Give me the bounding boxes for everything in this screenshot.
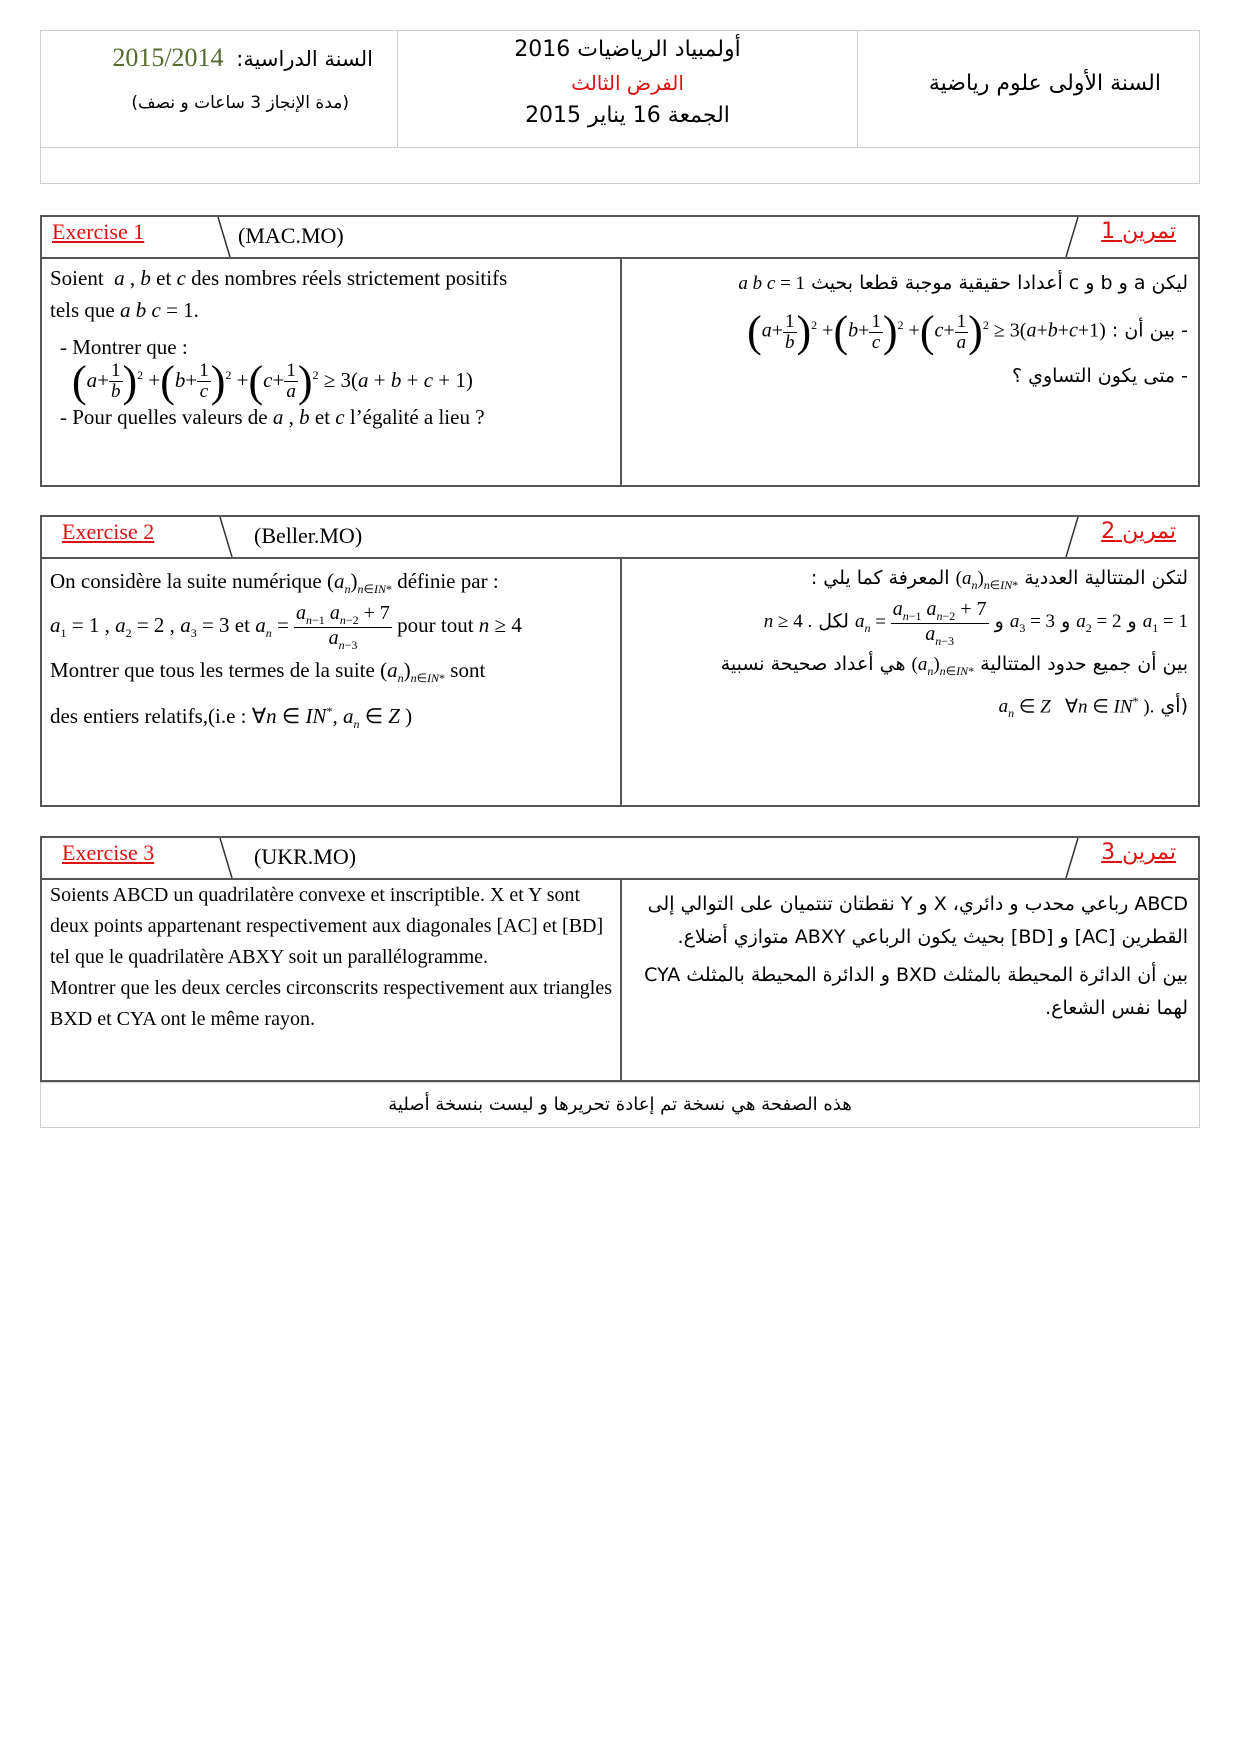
exercise-1-fr-tab: Exercise 1	[52, 219, 145, 244]
class-name: السنة الأولى علوم رياضية	[928, 71, 1161, 96]
exercise-3-fr-text1: Soients ABCD un quadrilatère convexe et inscriptible. X et Y sont deux points appartenant respectivement aux diagonales [AC] et [BD] tel que le quadrilatère ABXY soit un parallélogramme.	[50, 884, 604, 968]
exercise-3	[40, 836, 1200, 1082]
exercise-2-french	[42, 557, 622, 805]
exercise-1-arabic	[622, 257, 1198, 485]
exercise-2-ar-line2: $a_1 = 1$ و $a_2 = 2$ و $a_3 = 3$ و $a_n$ = $\frac{a_{n-1} a_{n-2} + 7}{a_{n-3}}$ لكل n ≥ 4 .	[763, 597, 1188, 648]
exercise-1	[40, 215, 1200, 487]
exercise-2-fr-line2: $a_1 = 1$ , $a_2 = 2$ , $a_3 = 3$ et $a_n$ = $\frac{a_{n-1} a_{n-2} + 7}{a_{n-3}}$ pour tout n ≥ 4	[50, 602, 522, 652]
exercise-2-fr-line3: Montrer que tous les termes de la suite $(a_n)_{n\in IN*}$ sont	[50, 657, 486, 685]
header-table	[40, 30, 1200, 184]
exercise-2-title-bar	[42, 517, 1198, 559]
exercise-2-fr-line4: des entiers relatifs,(i.e : ∀n ∈ IN*, $a_n$ ∈ Z )	[50, 703, 413, 732]
exercise-3-ar-tab: تمرين 3	[1101, 840, 1176, 865]
exercise-2-ar-line1: لتكن المتتالية العددية $(a_n)_{n\in IN*}$ المعرفة كما يلي :	[810, 567, 1188, 592]
exercise-3-source: (UKR.MO)	[254, 844, 357, 869]
exercise-1-fr-task2: - Pour quelles valeurs de a , b et c l’égalité a lieu ?	[60, 404, 485, 429]
exercise-3-ar-text2: بين أن الدائرة المحيطة بالمثلث BXD و الدائرة المحيطة بالمثلث CYA لهما نفس الشعاع.	[644, 963, 1188, 1019]
exercise-3-fr-tab: Exercise 3	[62, 840, 155, 865]
header-title-cell	[398, 31, 858, 147]
exercise-1-ar-task1: - بين أن : (a+ $\frac{1}{b}$ )$^2$ +(b+ $\frac{1}{c}$ )$^2$ +(c+ $\frac{1}{a}$ )$^2$ ≥ 3(a+b+c+1)	[747, 307, 1188, 357]
exercise-3-fr-text2: Montrer que les deux cercles circonscrits respectivement aux triangles BXD et CYA ont le même rayon.	[50, 977, 613, 1030]
exercise-1-ar-task2: - متى يكون التساوي ؟	[1012, 365, 1188, 388]
exercise-2-fr-line1: On considère la suite numérique $(a_n)_{n\in IN*}$ définie par :	[50, 569, 499, 597]
header-class-cell	[858, 31, 1201, 147]
test-name: الفرض الثالث	[571, 71, 684, 95]
exercise-1-source: (MAC.MO)	[238, 223, 344, 248]
header-row	[41, 31, 1199, 148]
exercise-2-arabic	[622, 557, 1198, 805]
exercise-2-fr-tab: Exercise 2	[62, 519, 155, 544]
exercise-3-arabic	[622, 878, 1198, 1080]
exercise-1-fr-intro: Soient a , b et c des nombres réels strictement positifs	[50, 266, 508, 290]
copy-notice: هذه الصفحة هي نسخة تم إعادة تحريرها و ليست بنسخة أصلية	[40, 1082, 1200, 1128]
exercise-1-french: Soient a , b et c des nombres réels strictement positifs tels que a b c = 1. - Montrer que : (a+ $\frac{1}{b}$ )$^2$ +(b+ $\frac{1}{c}$ )$^2$ +(c+ $\frac{1}{a}$ )$^2$ ≥ 3(a + b + c + 1) - Pour quelles valeurs de a , b et c l’égalité a lieu ?	[42, 257, 622, 485]
exercise-3-french	[42, 878, 622, 1080]
exercise-1-ar-intro: ليكن a و b و c أعدادا حقيقية موجبة قطعا بحيث a b c = 1	[738, 272, 1188, 294]
header-year-cell	[41, 31, 398, 147]
duration: (مدة الإنجاز 3 ساعات و نصف)	[131, 93, 349, 113]
year-label: السنة الدراسية:	[236, 47, 373, 71]
exercise-2	[40, 515, 1200, 807]
exercise-1-ar-tab: تمرين 1	[1101, 219, 1176, 244]
exercise-1-title-bar	[42, 217, 1198, 259]
exercise-2-ar-line4: (أي $a_n$ ∈ Z ∀n ∈ IN* ).	[998, 693, 1188, 720]
year-value: 2015/2014	[112, 43, 224, 72]
exercise-1-fr-task1: - Montrer que :	[60, 335, 188, 359]
exercise-3-ar-text1: ABCD رباعي محدب و دائري، X و Y نقطتان تنتميان على التوالي إلى القطرين [AC] و [BD] بحيث يكون الرباعي ABXY متوازي أضلاع.	[647, 893, 1188, 949]
exercise-2-ar-tab: تمرين 2	[1101, 519, 1176, 544]
exercise-1-fr-formula: (a+ $\frac{1}{b}$ )$^2$ +(b+ $\frac{1}{c}$ )$^2$ +(c+ $\frac{1}{a}$ )$^2$ ≥ 3(a + b + c + 1)	[72, 356, 473, 406]
exercise-2-ar-line3: بين أن جميع حدود المتتالية $(a_n)_{n\in IN*}$ هي أعداد صحيحة نسبية	[720, 653, 1188, 678]
exercise-2-source: (Beller.MO)	[254, 523, 363, 548]
test-date: الجمعة 16 يناير 2015	[525, 103, 730, 128]
olympiad-title: أولمبياد الرياضيات 2016	[514, 37, 741, 62]
exercise-3-title-bar	[42, 838, 1198, 880]
